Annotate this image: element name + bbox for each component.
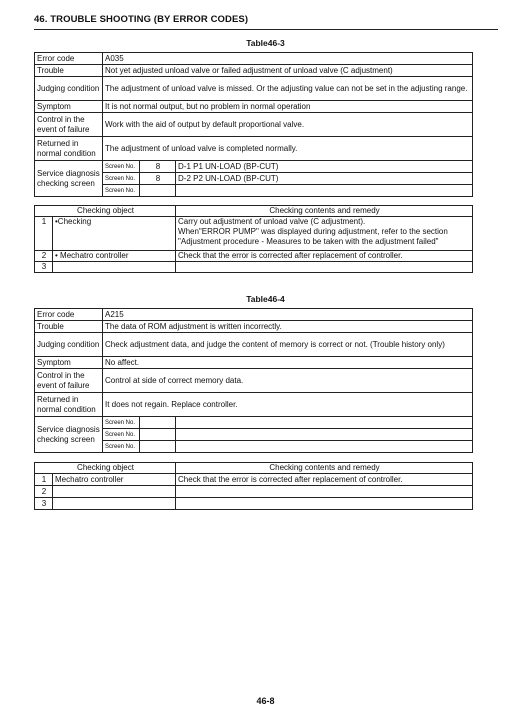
row-label: Judging condition [35,333,103,357]
screen-no-label: Screen No. [103,417,140,429]
check-index: 1 [35,217,53,251]
returned-value: It does not regain. Replace controller. [103,393,473,417]
check-remedy [176,486,473,498]
screen-no-label: Screen No. [103,185,140,197]
screen-item [176,185,473,197]
screen-number [140,417,176,429]
trouble-value: Not yet adjusted unload valve or failed adjustment of unload valve (C adjustment) [103,65,473,77]
screen-number: 8 [140,173,176,185]
row-label: Returned in normal condition [35,393,103,417]
row-label: Control in the event of failure [35,369,103,393]
screen-number [140,185,176,197]
screen-no-label: Screen No. [103,161,140,173]
row-label: Error code [35,309,103,321]
row-label: Control in the event of failure [35,113,103,137]
row-label: Judging condition [35,77,103,101]
row-label: Symptom [35,101,103,113]
screen-no-label: Screen No. [103,173,140,185]
check-remedy [176,262,473,273]
page-number: 46-8 [256,696,275,706]
screen-no-label: Screen No. [103,441,140,453]
error-code-value: A215 [103,309,473,321]
check-object: Mechatro controller [53,474,176,486]
symptom-value: It is not normal output, but no problem in normal operation [103,101,473,113]
screen-number [140,441,176,453]
control-value: Work with the aid of output by default proportional valve. [103,113,473,137]
check-index: 3 [35,262,53,273]
remedy-line: When"ERROR PUMP" was displayed during adjustment, refer to the section [178,227,448,236]
row-label: Trouble [35,321,103,333]
check-index: 2 [35,486,53,498]
error-code-value: A035 [103,53,473,65]
screen-item [176,441,473,453]
check-index: 1 [35,474,53,486]
check-remedy: Check that the error is corrected after replacement of controller. [176,251,473,262]
row-label: Trouble [35,65,103,77]
check-index: 2 [35,251,53,262]
screen-number [140,429,176,441]
check-index: 3 [35,498,53,510]
row-label: Service diagnosis checking screen [35,417,103,453]
screen-item: D-1 P1 UN-LOAD (BP-CUT) [176,161,473,173]
column-header-contents: Checking contents and remedy [176,206,473,217]
check-remedy [176,217,473,251]
check-object [53,262,176,273]
remedy-line: "Adjustment procedure - Measures to be taken with the adjustment failed" [178,237,439,246]
screen-item [176,429,473,441]
trouble-table-a215 [34,308,473,453]
row-label: Returned in normal condition [35,137,103,161]
row-label: Symptom [35,357,103,369]
trouble-table-a035 [34,52,473,197]
header-rule [34,29,498,30]
table-caption: Table46-4 [246,294,285,304]
symptom-value: No affect. [103,357,473,369]
screen-no-label: Screen No. [103,429,140,441]
check-remedy: Check that the error is corrected after replacement of controller. [176,474,473,486]
column-header-object: Checking object [35,463,176,474]
table-caption: Table46-3 [246,38,285,48]
column-header-contents: Checking contents and remedy [176,463,473,474]
judging-value: Check adjustment data, and judge the content of memory is correct or not. (Trouble history only) [103,333,473,357]
checking-table-a035 [34,205,473,273]
returned-value: The adjustment of unload valve is completed normally. [103,137,473,161]
checking-table-a215 [34,462,473,510]
check-object: • Mechatro controller [53,251,176,262]
check-remedy [176,498,473,510]
column-header-object: Checking object [35,206,176,217]
control-value: Control at side of correct memory data. [103,369,473,393]
trouble-value: The data of ROM adjustment is written incorrectly. [103,321,473,333]
screen-item: D-2 P2 UN-LOAD (BP-CUT) [176,173,473,185]
page-title: 46. TROUBLE SHOOTING (BY ERROR CODES) [34,14,249,25]
check-object: •Checking [53,217,176,251]
check-object [53,498,176,510]
remedy-line: Carry out adjustment of unload valve (C adjustment). [178,217,366,226]
check-object [53,486,176,498]
screen-number: 8 [140,161,176,173]
judging-value: The adjustment of unload valve is missed. Or the adjusting value can not be set in the adjusting range. [103,77,473,101]
screen-item [176,417,473,429]
row-label: Service diagnosis checking screen [35,161,103,197]
row-label: Error code [35,53,103,65]
